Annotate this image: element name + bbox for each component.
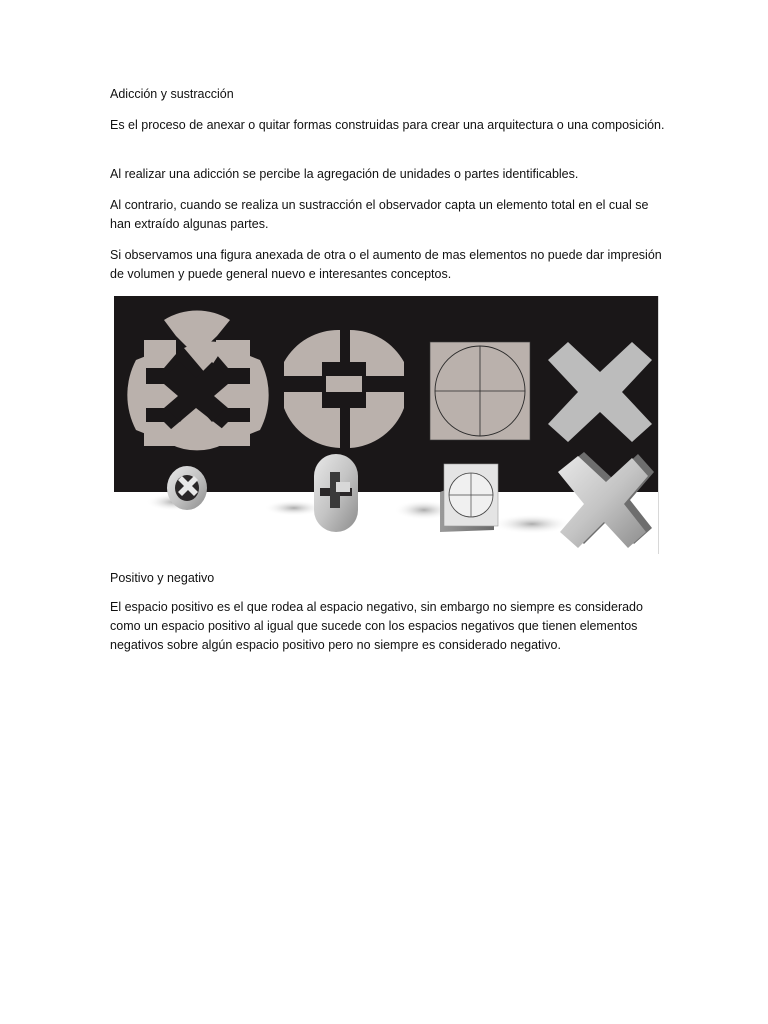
- shadow: [492, 514, 572, 534]
- addition-subtraction-figure: [114, 296, 659, 554]
- circle-3d-object: [314, 454, 358, 532]
- paragraph-subtraction: Al contrario, cuando se realiza un sustracción el observador capta un elemento total en el cual se han extraído algunas partes.: [110, 198, 649, 231]
- section-heading-positive-negative: Positivo y negativo: [110, 571, 215, 585]
- paragraph-addition-definition: Es el proceso de anexar o quitar formas construidas para crear una arquitectura o una composición.: [110, 118, 665, 132]
- paragraph-positive-negative: El espacio positivo es el que rodea al espacio negativo, sin embargo no siempre es considerado como un espacio positivo al igual que sucede con los espacios negativos que tienen elementos negativos sobre algún espacio positivo pero no siempre es considerado negativo.: [110, 600, 643, 652]
- section-heading-addition: Adicción y sustracción: [110, 87, 234, 101]
- cross-3d-object: [167, 466, 207, 510]
- square-circle-shape: [430, 342, 530, 440]
- square-3d-block: [440, 464, 498, 532]
- paragraph-volume: Si observamos una figura anexada de otra o el aumento de mas elementos no puede dar impresión de volumen y puede general nuevo e interesantes conceptos.: [110, 248, 662, 281]
- paragraph-addition-perception: Al realizar una adicción se percibe la agregación de unidades o partes identificables.: [110, 167, 579, 181]
